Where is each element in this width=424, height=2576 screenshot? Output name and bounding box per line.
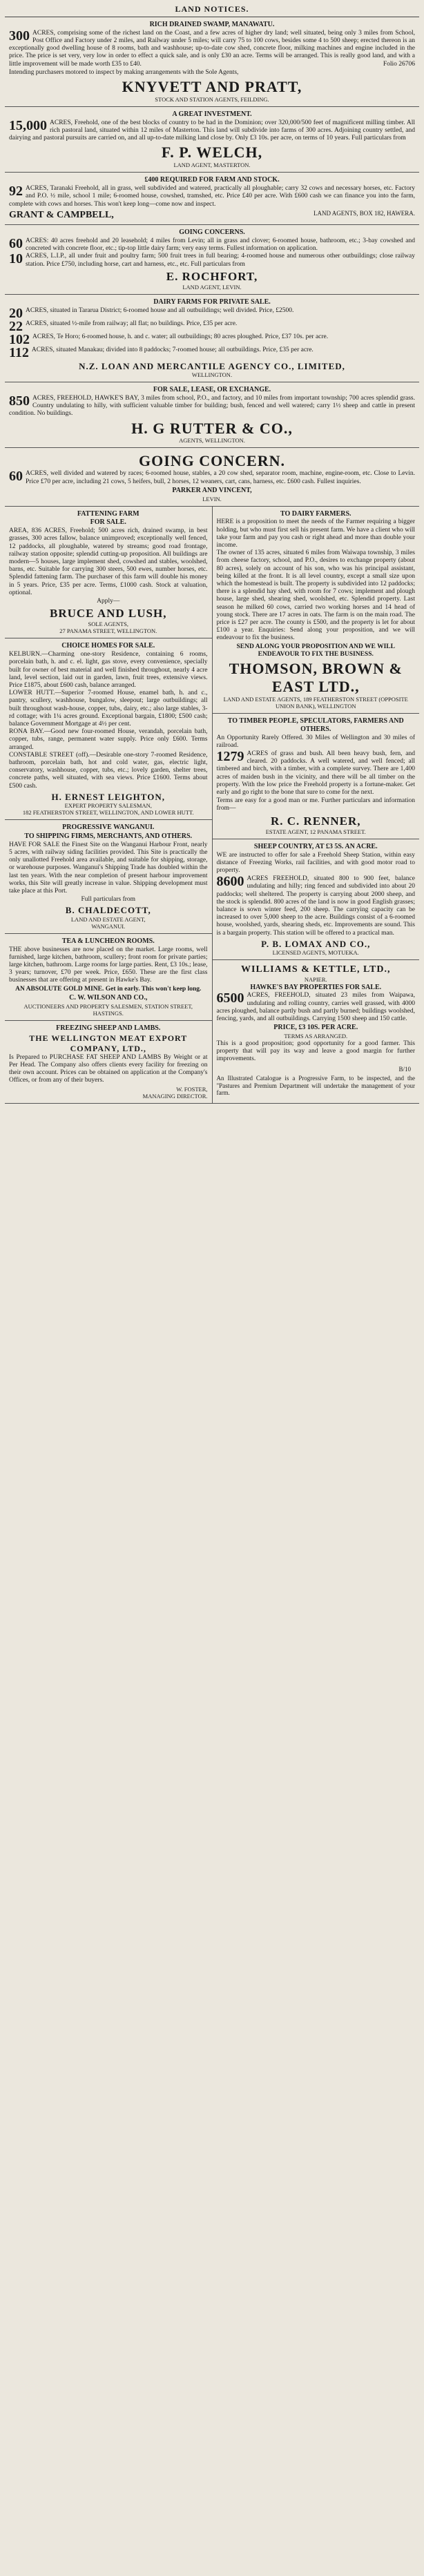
ad-body: ACRES, FREEHOLD, HAWKE'S BAY, 3 miles from school, P.O., and factory, and 10 miles from important township; 700 acres splendid grass. Country undulating to hilly, with sufficient valuable timber for building; bush, fenced and well watered; carry 1½ sheep and cattle in present condition. No buildings. [9,394,415,418]
ad-body: AREA, 836 ACRES, Freehold; 500 acres rich, drained swamp, in best grasses, 300 acres fallow, balance unimproved; exceptionally well fenced, 12 paddocks, all ploughable, watered by streams; good road frontage, railway station opposite; splendid cutting-up proposition. All buildings are modern—5 houses, large implement shed, cowshed and stables, woolshed, barns, etc. Suitable for carrying 300 steers, 500 ewes, number horses, etc. Splendid fattening farm. The purchaser of this farm will double his money in 5 years. Price, £35 per acre. Terms, £1000 cash. Stock at valuation, optional. [9,527,208,596]
ad-heading: TO TIMBER PEOPLE, SPECULATORS, FARMERS AND OTHERS. [227,717,404,733]
ad-body: THE above businesses are now placed on the market. Large rooms, well furnished, large kitchen, bathroom, scullery; front room for private parties; large kitchen, bathroom. Large rooms for large parties. Rent, £3 10s.; lease, 3 years; turnover, £70 per week. Price, £650. These are the first class businesses that are offering at present in Hawke's Bay. [9,946,208,984]
ad-heading: £400 REQUIRED FOR FARM AND STOCK. [144,176,280,184]
firm-subtitle: WELLINGTON. [191,371,233,379]
firm-subtitle: EXPERT PROPERTY SALESMAN, [64,802,152,810]
firm-subtitle: AGENTS, WELLINGTON. [179,437,245,445]
acre-number: 60 [9,236,23,252]
right-column [213,507,420,1103]
ad-body: KELBURN.—Charming one-story Residence, containing 6 rooms, porcelain bath, h. and c. el. light, gas stove, every convenience, specially built for owner of best material and well finished throughout, nearly 4 acre land, level section, laid out in garden, lawn, fruit trees, extensive views. Price £1875, about £600 cash, balance arranged. LOWER HUTT.—Superior 7-roomed House, enamel bath, h. and c., pantry, scullery, washhouse, bungalow, sleepout; large outbuildings; all built throughout wash-house, copper, tubs, dairy, etc.; also large stables, 3-rd cottage; with 1¼ acres ground. Exceptional bargain, £1800; £500 cash; balance Government Mortgage at 4½ per cent. RONA BAY.—Good new four-roomed House, verandah, porcelain bath, copper, tubs, range, permanent water supply. Price only £600. Terms arranged. CONSTABLE STREET (off).—Desirable one-story 7-roomed Residence, bathroom, porcelain bath, hot and cold water, gas, electric light, conservatory, washhouse, copper, tubs, etc.; lovely garden, shelter trees, concrete paths, well situated, with sea views. Price £1600. Terms about £500 cash. [9,651,208,790]
ad-hawkes-bay-properties [213,960,420,1101]
newspaper-page [5,0,419,1106]
acre-number: 300 [9,28,30,43]
acre-number: 60 [9,469,23,485]
ad-body: HAVE FOR SALE the Finest Site on the Wanganui Harbour Front, nearly 5 acres, with railway siding facilities provided. This Site is practically the only unallotted Freehold area available, and suitable for shipping, storage, or warehouse purposes. Wanganui's Shipping Trade has doubled within the last ten years. With the near completion of present harbour improvement works, this Site will greatly increase in value. Shipping development must take place at this Port. [9,841,208,895]
ad-manawatu-swamp [5,17,419,107]
firm-subtitle: LICENSED AGENTS, MOTUEKA. [272,949,359,957]
ad-body: ACRES, Taranaki Freehold, all in grass, well subdivided and watered, practically all ploughable; carry 32 cows and necessary horses, etc. Factory and P.O. ½ mile, school 1 mile; 6-roomed house, cowshed, tramshed, etc. Price £40 per acre. With £600 cash we can finance you into the farm, complete with cows and horses. This won't keep long—come now and inspect. [9,185,415,208]
firm-name: F. P. WELCH, [161,144,263,162]
firm-name: B. CHALDECOTT, [65,905,151,916]
firm-address: WANGANUI. [91,922,126,930]
terms-line: TERMS AS ARRANGED. [284,1033,348,1040]
price-line: PRICE, £3 10S. PER ACRE. [273,1024,358,1032]
ad-going-concerns [5,225,419,295]
ad-timber-people [213,714,420,839]
page-masthead: LAND NOTICES. [5,3,419,17]
firm-name: N.Z. LOAN AND MERCANTILE AGENCY CO., LIMITED, [79,360,345,371]
listing-item [9,307,415,320]
ad-heading: TO DAIRY FARMERS. [280,509,351,518]
ad-body: HERE is a proposition to meet the needs of the Farmer requiring a bigger holding, but who must first sell his present farm. We have a client who will take your farm and pay you cash or right ahead and more than double your income. The owner of 135 acres, situated 6 miles from Waiwapa township, 3 miles from cheese factory, school, and P.O., desires to exchange property (about 80 acres), solely on account of his son, who was his principal assistant, being killed at the front. It is all level country, except a small size upon which the homestead is built. The property is subdivided into 12 paddocks; there is a splendid hay shed, with room for 7 cows; implement and plough house, large shed, shearing shed, woolshed, etc. Splendid property. Last season he milked 60 cows, carried two working horses and 14 head of young stock. There are 17 acres in oats. The farm is on the main road. The price is £27 per acre. The county is £500, and the property is let for about £100 a year. Enquiries: Send along your proposition, and we will endeavour to fix the business. [216,518,415,642]
firm-address: 182 FEATHERSTON STREET, WELLINGTON, AND LOWER HUTT. [22,809,194,817]
ad-body: ACRES, FREEHOLD, situated 23 miles from Waipawa, undulating and rolling country, carries well grassed, with 4000 acres ploughed, balance partly bush and partly burned; buildings woolshed, fencing, yards, and all outbuildings. Carrying 1500 sheep and 150 cattle. [216,992,415,1023]
ad-heading: FATTENING FARM [77,509,139,518]
ad-fattening-farm [5,507,212,639]
ad-footer: Intending purchasers motored to inspect by making arrangements with the Sole Agents, [9,68,239,76]
firm-subtitle: LAND AGENT, LEVIN. [182,283,242,291]
firm-name: THOMSON, BROWN & EAST LTD., [229,660,403,696]
ad-heading: PROGRESSIVE WANGANUI. [62,823,155,832]
firm-subtitle: LAND AND ESTATE AGENTS, 189 FEATHERSTON STREET (OPPOSITE UNION BANK), WELLINGTON [223,696,408,710]
firm-subtitle: SOLE AGENTS, [88,621,129,628]
ad-body: ACRES, L.I.P., all under fruit and poultry farm; 500 fruit trees in full bearing; 4-roomed house and numerous other outbuildings; close railway station. Price £750, including horse, cart and harness, etc., etc. Full particulars from [26,253,415,268]
ad-heading: TEA & LUNCHEON ROOMS. [61,937,155,945]
acre-number: 10 [9,251,23,267]
left-column [5,507,213,1103]
firm-subtitle: STOCK AND STATION AGENTS, FEILDING. [155,95,269,103]
ad-subheading: SEND ALONG YOUR PROPOSITION AND WE WILL ENDEAVOUR TO FIX THE BUSINESS. [236,643,395,658]
firm-row [9,210,415,222]
ad-sale-lease-exchange [5,382,419,448]
ad-going-concern-levin [5,448,419,506]
firm-name: GRANT & CAMPBELL, [9,209,114,220]
acre-number: 15,000 [9,117,47,133]
ad-body: ACRES, well divided and watered by races; 6-roomed house, stables, a 20 cow shed, separator room, machine, engine-room, etc. Close to Levin. Price £70 per acre, including 21 cows, 5 heifers, bull, 2 horses, 12 weaners, cart, cans, harness, etc. £600 cash. Fullest inquiries. [26,470,415,485]
firm-name: THE WELLINGTON MEAT EXPORT COMPANY, LTD., [29,1033,188,1053]
signature: W. FOSTER, [176,1085,208,1093]
ad-sheep-country [213,839,420,960]
firm-name: E. ROCHFORT, [166,269,258,283]
ad-body: ACRES, comprising some of the richest land on the Coast, and a few acres of higher dry land; well situated, being only 3 miles from School, Post Office and Factory under 2 miles, and Railway under 5 miles; will carry 75 to 100 cows, besides some 4 to 500 sheep; erected thereon is an exceptionally good dwelling house of 8 rooms, bath and washhouse; up-to-date cow shed, concrete floor, milking machines and engine included in the price. The price is set very, very low in order to effect a quick sale, and is only £30 an acre. Terms will be arranged. This is really good land, and with a little improvement will be made worth £35 to £40. [9,29,415,68]
ad-heading: FREEZING SHEEP AND LAMBS. [56,1024,161,1032]
firm-name: H. G RUTTER & CO., [131,419,293,437]
two-column-section [5,507,419,1104]
ad-farm-and-stock [5,173,419,225]
ad-great-investment [5,107,419,173]
firm-subtitle: LAND AGENT, MASTERTON. [173,162,251,169]
folio-ref: Folio 26706 [383,60,415,68]
ad-body: WE are instructed to offer for sale a Freehold Sheep Station, within easy distance of Freezing Works, rail facilities, and with good motor road to property. [216,851,415,874]
firm-name: C. W. WILSON AND CO., [69,993,148,1002]
apply-line: Apply— [97,598,120,605]
ad-subheading: Terms are easy for a good man or me. Further particulars and information from— [216,797,415,812]
ad-to-dairy-farmers [213,507,420,714]
ad-body: Is Prepared to PURCHASE FAT SHEEP AND LAMBS By Weight or at Per Head. The Company also offers clients every facility for freezing on their own account. Prices can be obtained on application at the Company's Offices, or from any of their buyers. [9,1053,208,1084]
firm-address: LAND AGENTS, BOX 182, HAWERA. [313,209,415,217]
ad-dairy-farms [5,295,419,382]
catalogue-note: An Illustrated Catalogue is a Progressive Farm, to be inspected, and the "Pastures and Premium Department will undertake the management of your farm. [216,1075,415,1097]
firm-address: 27 PANAMA STREET, WELLINGTON. [59,627,157,635]
acre-number: 850 [9,393,30,409]
ad-heading: CHOICE HOMES FOR SALE. [61,642,155,650]
ad-progressive-wanganui [5,820,212,934]
firm-name: P. B. LOMAX AND CO., [261,938,371,949]
signature-title: MANAGING DIRECTOR. [142,1092,208,1100]
ad-heading: DAIRY FARMS FOR PRIVATE SALE. [153,297,271,306]
listing-text: ACRES, situated Manakau; divided into 8 paddocks; 7-roomed house; all outbuildings. Price, £35 per acre. [31,346,314,353]
listing-text: ACRES, Te Horo; 6-roomed house, h. and c. water; all outbuildings; 80 acres ploughed. Price, £37 10s. per acre. [32,333,329,340]
ad-freezing-sheep [5,1021,212,1103]
ad-body: An Opportunity Rarely Offered. 30 Miles of Wellington and 30 miles of railroad. [216,734,415,749]
acre-number: 22 [9,318,23,334]
firm-name: H. ERNEST LEIGHTON, [51,791,165,802]
firm-subtitle: ESTATE AGENT, 12 PANAMA STREET. [265,828,366,835]
ad-heading: RICH DRAINED SWAMP, MANAWATU. [149,21,275,28]
ad-body: ACRES: 40 acres freehold and 20 leasehold; 4 miles from Levin; all in grass and clover; 6-roomed house, bathroom, etc.; 3-bay cowshed and concreted with concrete floor, etc.; tip-top little dairy farm; very easy terms. Fullest information on application. [26,237,415,253]
firm-subtitle: LAND AND ESTATE AGENT, [70,915,146,923]
firm-subtitle: AUCTIONEERS AND PROPERTY SALESMEN, STATION STREET, HASTINGS. [23,1002,193,1017]
firm-name: WILLIAMS & KETTLE, LTD., [241,964,391,975]
firm-subtitle: LEVIN. [202,495,222,502]
acre-number: 6500 [216,991,244,1006]
ad-body-2: ACRES of grass and bush. All been heavy bush, fern, and cleared. 20 paddocks. A well watered, and well fenced; all timbered and birch, with a timber, with a complete survey. There are 1,400 acres of maiden bush in the vicinity, and there will be all timber on the property. With the low price the Freehold property is a fortune-maker. Get early and go right to the bone that sure to come for the next. [216,750,415,797]
ad-subheading: AN ABSOLUTE GOLD MINE. Get in early. This won't keep long. [15,985,202,993]
ad-heading: FOR SALE, LEASE, OR EXCHANGE. [153,386,271,394]
ad-subheading: TO SHIPPING FIRMS, MERCHANTS, AND OTHERS. [24,832,193,840]
ad-heading: GOING CONCERNS. [179,228,245,237]
listing-item [9,320,415,333]
ad-body: ACRES, Freehold, one of the best blocks of country to be had in the Dominion; over 320,000/500 feet of magnificent milling timber. All rich pastoral land, situated within 12 miles of Masterton. This land will subdivide into farms of 300 acres. Adjoining country settled, and dairying and pastoral pursuits are carried on, and all up-to-date milking land close by. Only £3 10s. per acre, on terms of 10 years. Full particulars from [9,119,415,142]
ad-body-2: ACRES FREEHOLD, situated 800 to 900 feet, balance undulating and hilly; ring fenced and subdivided into about 20 paddocks; well sheltered. The property is carrying about 2000 sheep, and the stock is splendid. 800 acres of the land is now in good English grasses; balance is sown winter feed, 200 sheep. The carrying capacity can be increased to over 5,000 sheep to the acre. Buildings consist of a 6-roomed house, woolshed, yards, shearing sheds, etc. Improvements are sound. This is a bargain property. This station will be offered to a practical man. [216,875,415,937]
listing-text: ACRES, situated in Tararua District; 6-roomed house and all outbuildings; well divided. Price, £2500. [26,306,294,314]
closing-text: This is a good proposition; good opportunity for a good farmer. This property that will pay its way and leave a good margin for further improvements. [216,1040,415,1063]
ad-heading: SHEEP COUNTRY, AT £3 5S. AN ACRE. [253,842,378,850]
firm-name: R. C. RENNER, [270,814,361,828]
listing-item [9,333,415,347]
acre-number: 20 [9,305,23,321]
acre-number: 92 [9,184,23,199]
firm-name: BRUCE AND LUSH, [50,607,167,621]
ad-heading: GOING CONCERN. [138,452,285,470]
firm-subtitle: NAPIER. [304,975,327,983]
apply-line: Full particulars from [81,896,136,904]
ad-reference: B/10 [398,1065,411,1073]
ad-choice-homes [5,638,212,820]
ad-heading: A GREAT INVESTMENT. [172,110,252,118]
acre-number: 1279 [216,749,244,765]
ad-subheading: FOR SALE. [90,518,126,527]
acre-number: 112 [9,344,29,360]
firm-name: KNYVETT AND PRATT, [122,78,302,96]
acre-number: 102 [9,331,30,347]
listing-text: ACRES, situated ½-mile from railway; all flat; no buildings. Price, £35 per acre. [26,320,238,327]
firm-name: PARKER AND VINCENT, [172,486,252,494]
acre-number: 8600 [216,874,244,890]
listing-item [9,344,415,360]
ad-tea-luncheon-rooms [5,934,212,1021]
ad-heading: HAWKE'S BAY PROPERTIES FOR SALE. [250,983,382,991]
